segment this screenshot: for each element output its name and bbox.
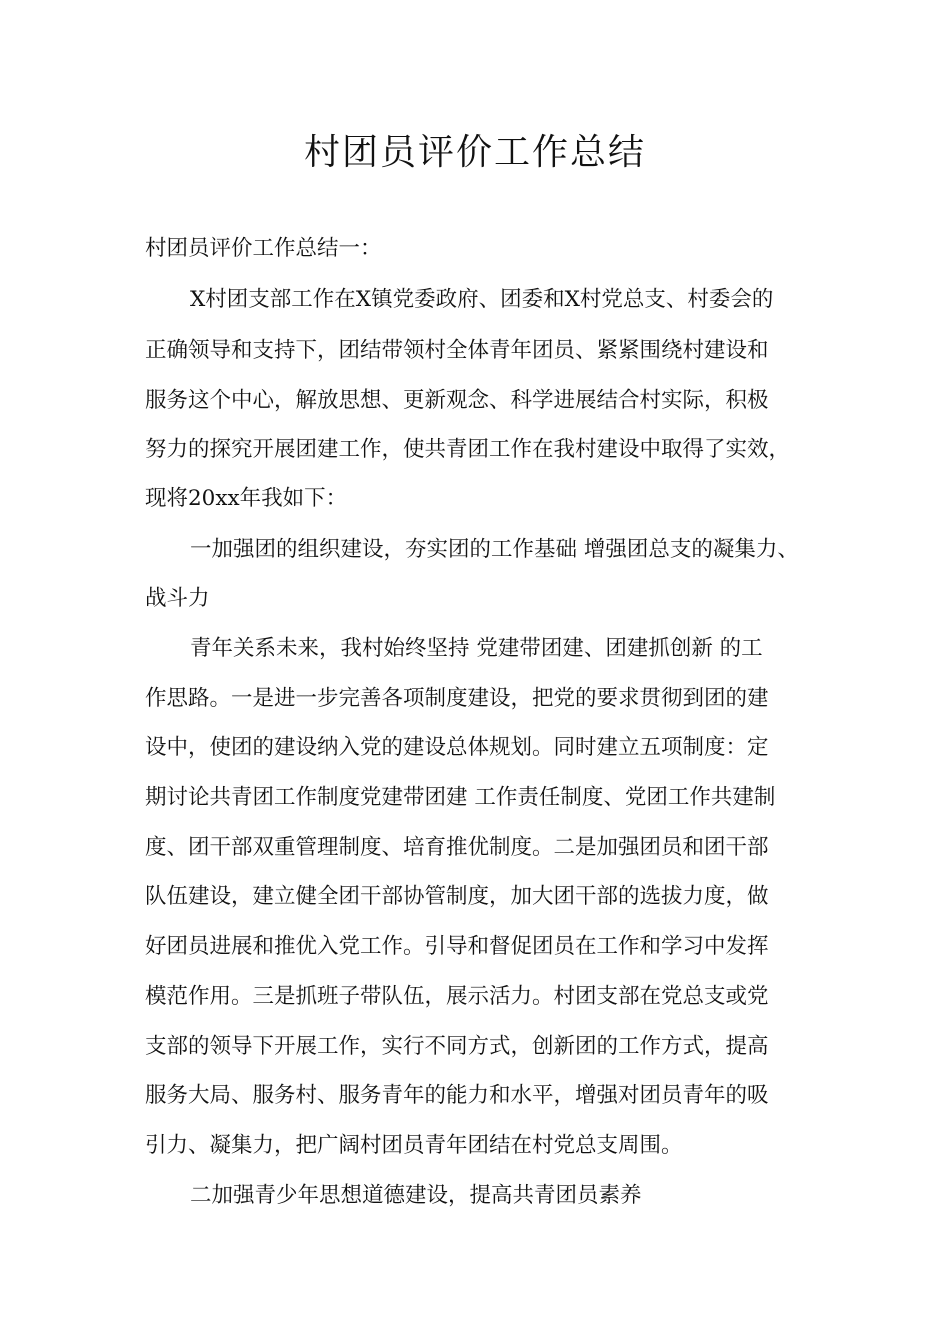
paragraph-line: 模范作用。三是抓班子带队伍，展示活力。村团支部在党总支或党 [145,984,769,1009]
paragraph-line: 期讨论共青团工作制度党建带团建 工作责任制度、党团工作共建制 [145,785,776,810]
section-heading: 村团员评价工作总结一： [145,236,382,261]
paragraph-line: 现将20xx年我如下： [145,486,348,511]
paragraph-line: 服务大局、服务村、服务青年的能力和水平，增强对团员青年的吸 [145,1083,769,1108]
paragraph-line: 设中，使团的建设纳入党的建设总体规划。同时建立五项制度：定 [145,735,769,760]
paragraph-line: 青年关系未来，我村始终坚持 党建带团建、团建抓创新 的工 [190,636,763,661]
subheading-line: 二加强青少年思想道德建设，提高共青团员素养 [190,1183,642,1208]
paragraph-line: X村团支部工作在X镇党委政府、团委和X村党总支、村委会的 [190,287,774,312]
subheading-line: 一加强团的组织建设，夯实团的工作基础 增强团总支的凝集力、 [190,537,799,562]
paragraph-line: 努力的探究开展团建工作，使共青团工作在我村建设中取得了实效， [145,437,791,462]
paragraph-line: 好团员进展和推优入党工作。引导和督促团员在工作和学习中发挥 [145,934,769,959]
subheading-line: 战斗力 [145,586,210,611]
paragraph-line: 支部的领导下开展工作，实行不同方式，创新团的工作方式，提高 [145,1034,769,1059]
document-title: 村团员评价工作总结 [303,132,646,173]
paragraph-line: 引力、凝集力，把广阔村团员青年团结在村党总支周围。 [145,1133,683,1158]
paragraph-line: 正确领导和支持下，团结带领村全体青年团员、紧紧围绕村建设和 [145,338,769,363]
paragraph-line: 服务这个中心，解放思想、更新观念、科学进展结合村实际，积极 [145,388,769,413]
paragraph-line: 度、团干部双重管理制度、培育推优制度。二是加强团员和团干部 [145,835,769,860]
paragraph-line: 队伍建设，建立健全团干部协管制度，加大团干部的选拔力度，做 [145,884,769,909]
paragraph-line: 作思路。一是进一步完善各项制度建设，把党的要求贯彻到团的建 [145,686,769,711]
